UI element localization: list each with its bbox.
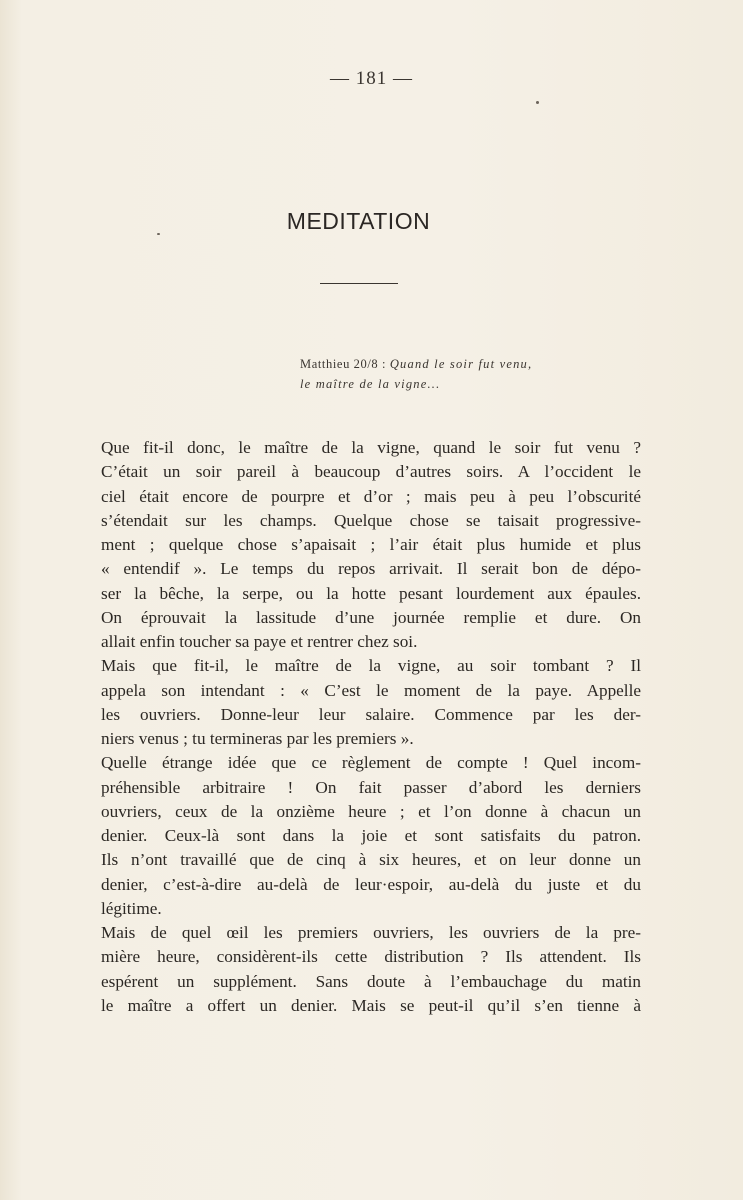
- text-line: C’était un soir pareil à beaucoup d’autres soirs. A l’occident le: [101, 462, 641, 482]
- text-line: préhensible arbitraire ! On fait passer d’abord les derniers: [101, 777, 641, 797]
- epigraph-quote-line1: Quand le soir fut venu,: [389, 357, 533, 371]
- text-line: mière heure, considèrent-ils cette distribution ? Ils attendent. Ils: [101, 947, 641, 967]
- text-line: Mais que fit-il, le maître de la vigne, au soir tombant ? Il: [101, 656, 641, 676]
- text-line: s’étendait sur les champs. Quelque chose se taisait progressive-: [101, 510, 641, 530]
- text-line: Ils n’ont travaillé que de cinq à six heures, et on leur donne un: [101, 850, 641, 870]
- epigraph: [300, 354, 642, 394]
- text-line: Que fit-il donc, le maître de la vigne, quand le soir fut venu ?: [101, 438, 641, 457]
- paragraph-4: [101, 921, 641, 1018]
- text-line: ciel était encore de pourpre et d’or ; mais peu à peu l’obscurité: [101, 486, 641, 506]
- text-line: On éprouvait la lassitude d’une journée remplie et dure. On: [101, 607, 641, 627]
- text-line: appela son intendant : « C’est le moment de la paye. Appelle: [101, 680, 641, 700]
- text-line: niers venus ; tu termineras par les premiers ».: [101, 729, 414, 748]
- text-line: espérent un supplément. Sans doute à l’embauchage du matin: [101, 971, 641, 991]
- paragraph-1: [101, 436, 641, 654]
- text-line: denier, c’est-à-dire au-delà de leur·espoir, au-delà du juste et du: [101, 874, 641, 894]
- epigraph-quote-line2: le maître de la vigne...: [300, 377, 441, 391]
- text-line: Quelle étrange idée que ce règlement de compte ! Quel incom-: [101, 753, 641, 773]
- paper-speck: [157, 233, 160, 235]
- text-line: ment ; quelque chose s’apaisait ; l’air était plus humide et plus: [101, 535, 641, 554]
- paragraph-2: [101, 654, 641, 751]
- epigraph-reference: Matthieu 20/8 :: [300, 357, 390, 371]
- body-text: [101, 436, 641, 1018]
- text-line: le maître a offert un denier. Mais se peut-il qu’il s’en tienne à: [101, 995, 641, 1015]
- text-line: les ouvriers. Donne-leur leur salaire. Commence par les der-: [101, 704, 641, 724]
- paper-speck: [536, 101, 539, 104]
- paragraph-3: [101, 751, 641, 921]
- text-line: ouvriers, ceux de la onzième heure ; et l’on donne à chacun un: [101, 801, 641, 821]
- page-number: — 181 —: [330, 68, 413, 89]
- text-line: « entendif ». Le temps du repos arrivait. Il serait bon de dépo-: [101, 559, 641, 579]
- chapter-title: MEDITATION: [286, 208, 431, 234]
- text-line: Mais de quel œil les premiers ouvriers, les ouvriers de la pre-: [101, 923, 641, 942]
- text-line: légitime.: [101, 898, 162, 918]
- text-line: denier. Ceux-là sont dans la joie et sont satisfaits du patron.: [101, 826, 641, 845]
- title-divider-rule: [320, 283, 398, 284]
- text-line: allait enfin toucher sa paye et rentrer chez soi.: [101, 632, 418, 651]
- text-line: ser la bêche, la serpe, ou la hotte pesant lourdement aux épaules.: [101, 583, 641, 603]
